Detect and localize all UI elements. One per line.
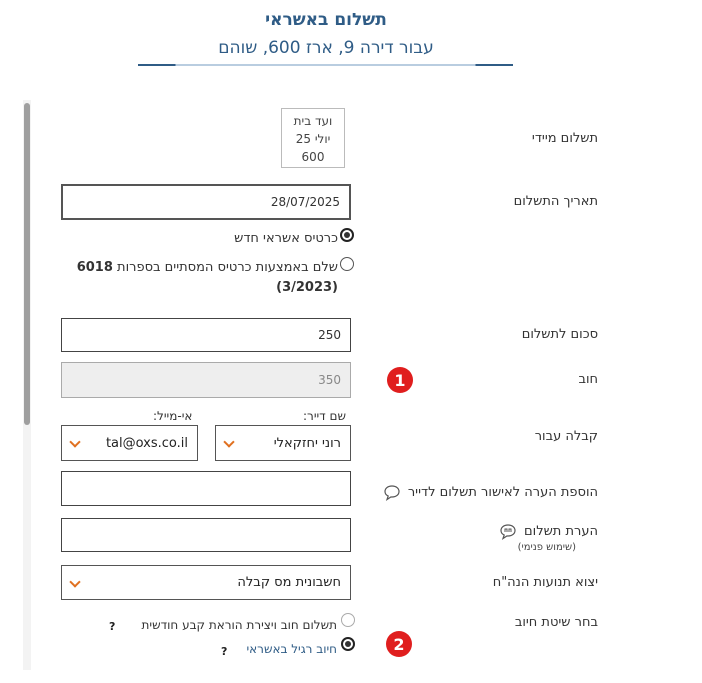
page-subtitle: עבור דירה 9, ארז 600, שוהם	[218, 38, 434, 58]
email-label: אי-מייל:	[153, 409, 193, 423]
tenant-note-label	[383, 484, 598, 501]
charge-option-standing-order-radio[interactable]	[341, 613, 355, 627]
amount-input[interactable]: 250	[61, 318, 351, 352]
export-selected-value: חשבונית מס קבלה	[237, 575, 341, 590]
tenant-name-label: שם דייר:	[303, 409, 347, 423]
tenant-name-value: רוני יחזקאלי	[273, 435, 341, 451]
quick-payment-type: ועד בית	[293, 114, 333, 128]
charge-option-regular-radio[interactable]	[341, 637, 355, 651]
help-icon[interactable]: ?	[109, 620, 116, 633]
annotation-badge-1: 1	[387, 367, 413, 393]
saved-card-text: שלם באמצעות כרטיס המסתיים בספרות	[117, 260, 338, 275]
saved-card-expiry: (3/2023)	[276, 280, 338, 295]
payment-note-text: הערת תשלום	[524, 524, 598, 539]
header-divider	[138, 64, 513, 66]
export-select[interactable]	[61, 565, 351, 600]
email-value: tal@oxs.co.il	[105, 435, 188, 451]
payment-note-label	[499, 523, 598, 540]
payment-date-input[interactable]: 28/07/2025	[61, 184, 351, 220]
speech-bubble-icon	[383, 484, 401, 501]
tenant-name-select[interactable]	[215, 425, 351, 461]
payment-note-sublabel: (שימוש פנימי)	[517, 542, 576, 553]
note-bubble-icon	[499, 523, 517, 540]
new-card-radio[interactable]	[340, 228, 354, 242]
debt-input: 350	[61, 362, 351, 398]
chevron-down-icon	[223, 438, 235, 448]
receipt-for-label: קבלה עבור	[534, 429, 598, 444]
tenant-note-text: הוספת הערה לאישור תשלום לדייר	[407, 485, 598, 500]
page-title: תשלום באשראי	[265, 10, 387, 30]
annotation-badge-2: 2	[386, 631, 412, 657]
quick-payment-label: תשלום מיידי	[531, 131, 598, 146]
export-label: יצוא תנועות הנה"ח	[492, 575, 598, 590]
tenant-note-input[interactable]	[61, 471, 351, 506]
payment-date-label: תאריך התשלום	[513, 194, 598, 209]
chevron-down-icon	[69, 578, 81, 588]
chevron-down-icon	[69, 438, 81, 448]
quick-payment-period: יולי 25	[295, 132, 331, 146]
payment-note-input[interactable]	[61, 518, 351, 552]
quick-payment-box[interactable]	[281, 108, 345, 168]
scrollbar-thumb[interactable]	[24, 103, 30, 425]
quick-payment-amount: 600	[301, 150, 325, 164]
charge-option-regular-label[interactable]: חיוב רגיל באשראי	[246, 642, 337, 656]
debt-label: חוב	[578, 372, 598, 387]
saved-card-digits: 6018	[76, 260, 113, 275]
amount-label: סכום לתשלום	[521, 327, 598, 342]
help-icon[interactable]: ?	[221, 645, 228, 658]
saved-card-radio[interactable]	[340, 257, 354, 271]
email-select[interactable]	[61, 425, 198, 461]
charge-method-label: בחר שיטת חיוב	[514, 615, 598, 630]
charge-option-standing-order-label: תשלום חוב ויצירת הוראת קבע חודשית	[141, 618, 337, 632]
new-card-label: כרטיס אשראי חדש	[234, 231, 338, 246]
saved-card-label	[77, 260, 338, 275]
